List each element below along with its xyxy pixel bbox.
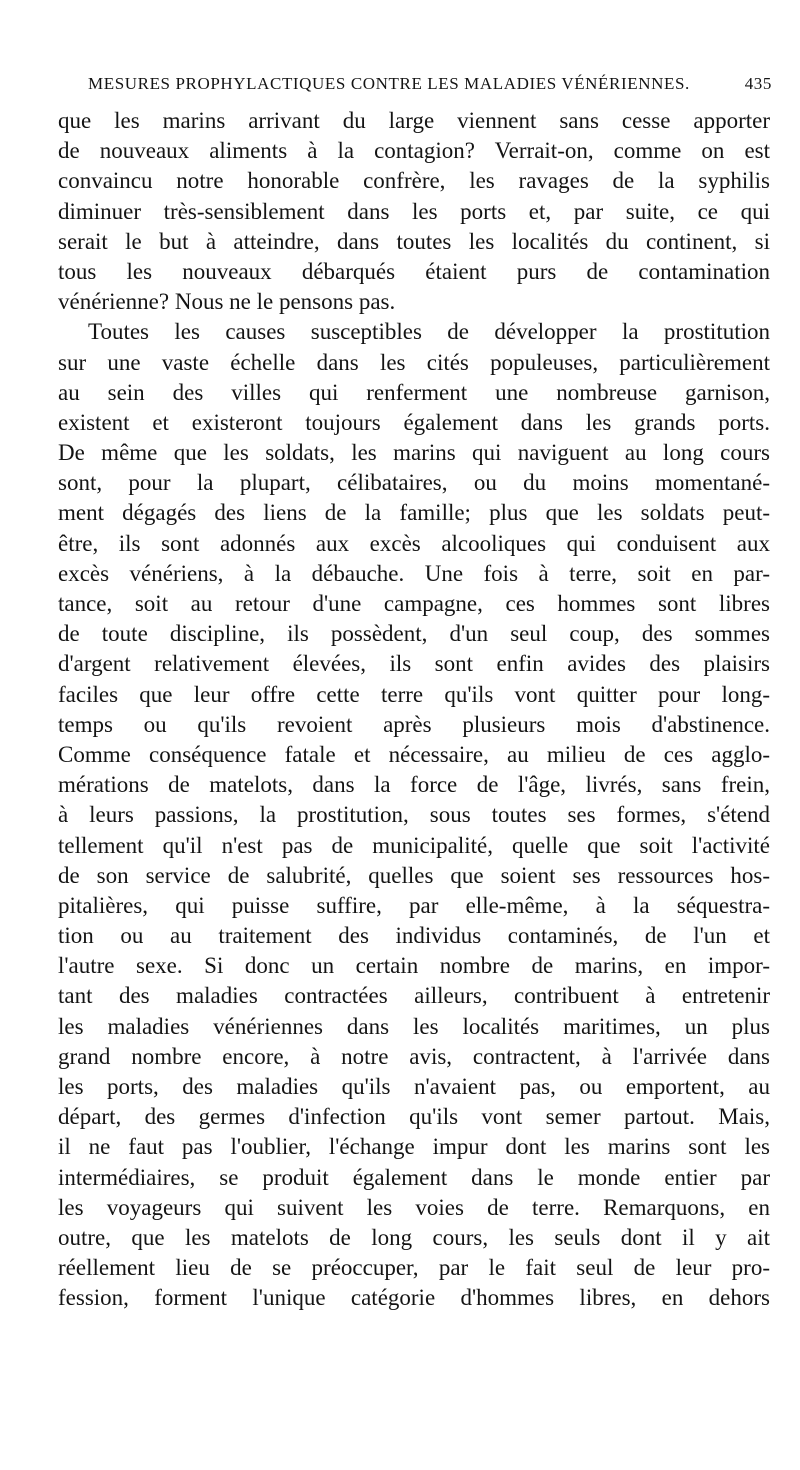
text-line: d'argent relativement élevées, ils sont enfin avides des plaisirs xyxy=(58,651,770,677)
text-line: diminuer très-sensiblement dans les ports et, par suite, ce qui xyxy=(58,198,770,224)
text-line: les ports, des maladies qu'ils n'avaient pas, ou emportent, au xyxy=(58,1074,770,1099)
text-line: ment dégagés des liens de la famille; plus que les soldats peut- xyxy=(58,500,770,526)
text-line: tous les nouveaux débarqués étaient purs de contamination xyxy=(58,258,770,284)
text-line: fession, forment l'unique catégorie d'hommes libres, en dehors xyxy=(58,1285,770,1311)
text-line: tant des maladies contractées ailleurs, contribuent à entretenir xyxy=(58,983,770,1009)
body-text xyxy=(58,106,770,1314)
text-line: De même que les soldats, les marins qui naviguent au long cours xyxy=(58,440,770,466)
text-line: au sein des villes qui renferment une nombreuse garnison, xyxy=(58,379,770,405)
text-line: faciles que leur offre cette terre qu'ils vont quitter pour long- xyxy=(58,681,770,707)
text-line: réellement lieu de se préoccuper, par le fait seul de leur pro- xyxy=(58,1255,770,1281)
page-number: 435 xyxy=(744,74,772,93)
text-line: temps ou qu'ils revoient après plusieurs mois d'abstinence. xyxy=(58,711,770,737)
text-line: intermédiaires, se produit également dans le monde entier par xyxy=(58,1164,770,1190)
text-line: tance, soit au retour d'une campagne, ces hommes sont libres xyxy=(58,591,770,616)
text-line: convaincu notre honorable confrère, les ravages de la syphilis xyxy=(58,168,770,194)
text-line: tion ou au traitement des individus contaminés, de l'un et xyxy=(58,923,770,949)
text-line: de toute discipline, ils possèdent, d'un seul coup, des sommes xyxy=(58,621,770,647)
text-line: de son service de salubrité, quelles que soient ses ressources hos- xyxy=(58,862,770,888)
text-line: l'autre sexe. Si donc un certain nombre de marins, en impor- xyxy=(58,953,770,979)
text-line: excès vénériens, à la débauche. Une fois à terre, soit en par- xyxy=(58,560,770,586)
text-line: départ, des germes d'infection qu'ils vont semer partout. Mais, xyxy=(58,1104,770,1130)
text-line: les voyageurs qui suivent les voies de terre. Remarquons, en xyxy=(58,1194,770,1220)
text-line: être, ils sont adonnés aux excès alcooliques qui conduisent aux xyxy=(58,530,770,556)
text-line: grand nombre encore, à notre avis, contractent, à l'arrivée dans xyxy=(58,1043,770,1069)
text-line: que les marins arrivant du large viennent sans cesse apporter xyxy=(58,108,770,133)
text-line: tellement qu'il n'est pas de municipalité, quelle que soit l'activité xyxy=(58,832,770,858)
text-line: de nouveaux aliments à la contagion? Verrait-on, comme on est xyxy=(58,138,770,164)
text-line: Comme conséquence fatale et nécessaire, au milieu de ces agglo- xyxy=(58,741,770,767)
running-header xyxy=(88,68,772,100)
text-line: existent et existeront toujours également dans les grands ports. xyxy=(58,409,770,435)
text-line: les maladies vénériennes dans les localités maritimes, un plus xyxy=(58,1013,770,1039)
text-line: pitalières, qui puisse suffire, par elle-même, à la séquestra- xyxy=(58,892,770,918)
text-line: à leurs passions, la prostitution, sous toutes ses formes, s'étend xyxy=(58,802,770,828)
text-line: il ne faut pas l'oublier, l'échange impur dont les marins sont les xyxy=(58,1134,770,1160)
text-line: outre, que les matelots de long cours, les seuls dont il y ait xyxy=(58,1224,770,1250)
text-line: mérations de matelots, dans la force de l'âge, livrés, sans frein, xyxy=(58,772,770,798)
text-line: sont, pour la plupart, célibataires, ou du moins momentané- xyxy=(58,470,770,496)
text-line: vénérienne? Nous ne le pensons pas. xyxy=(58,289,396,315)
text-line: serait le but à atteindre, dans toutes les localités du continent, si xyxy=(58,228,770,254)
text-line: Toutes les causes susceptibles de développer la prostitution xyxy=(88,319,770,345)
running-title: MESURES PROPHYLACTIQUES CONTRE LES MALADIES VÉNÉRIENNES. xyxy=(88,74,690,93)
text-line: sur une vaste échelle dans les cités populeuses, particulièrement xyxy=(58,349,770,375)
